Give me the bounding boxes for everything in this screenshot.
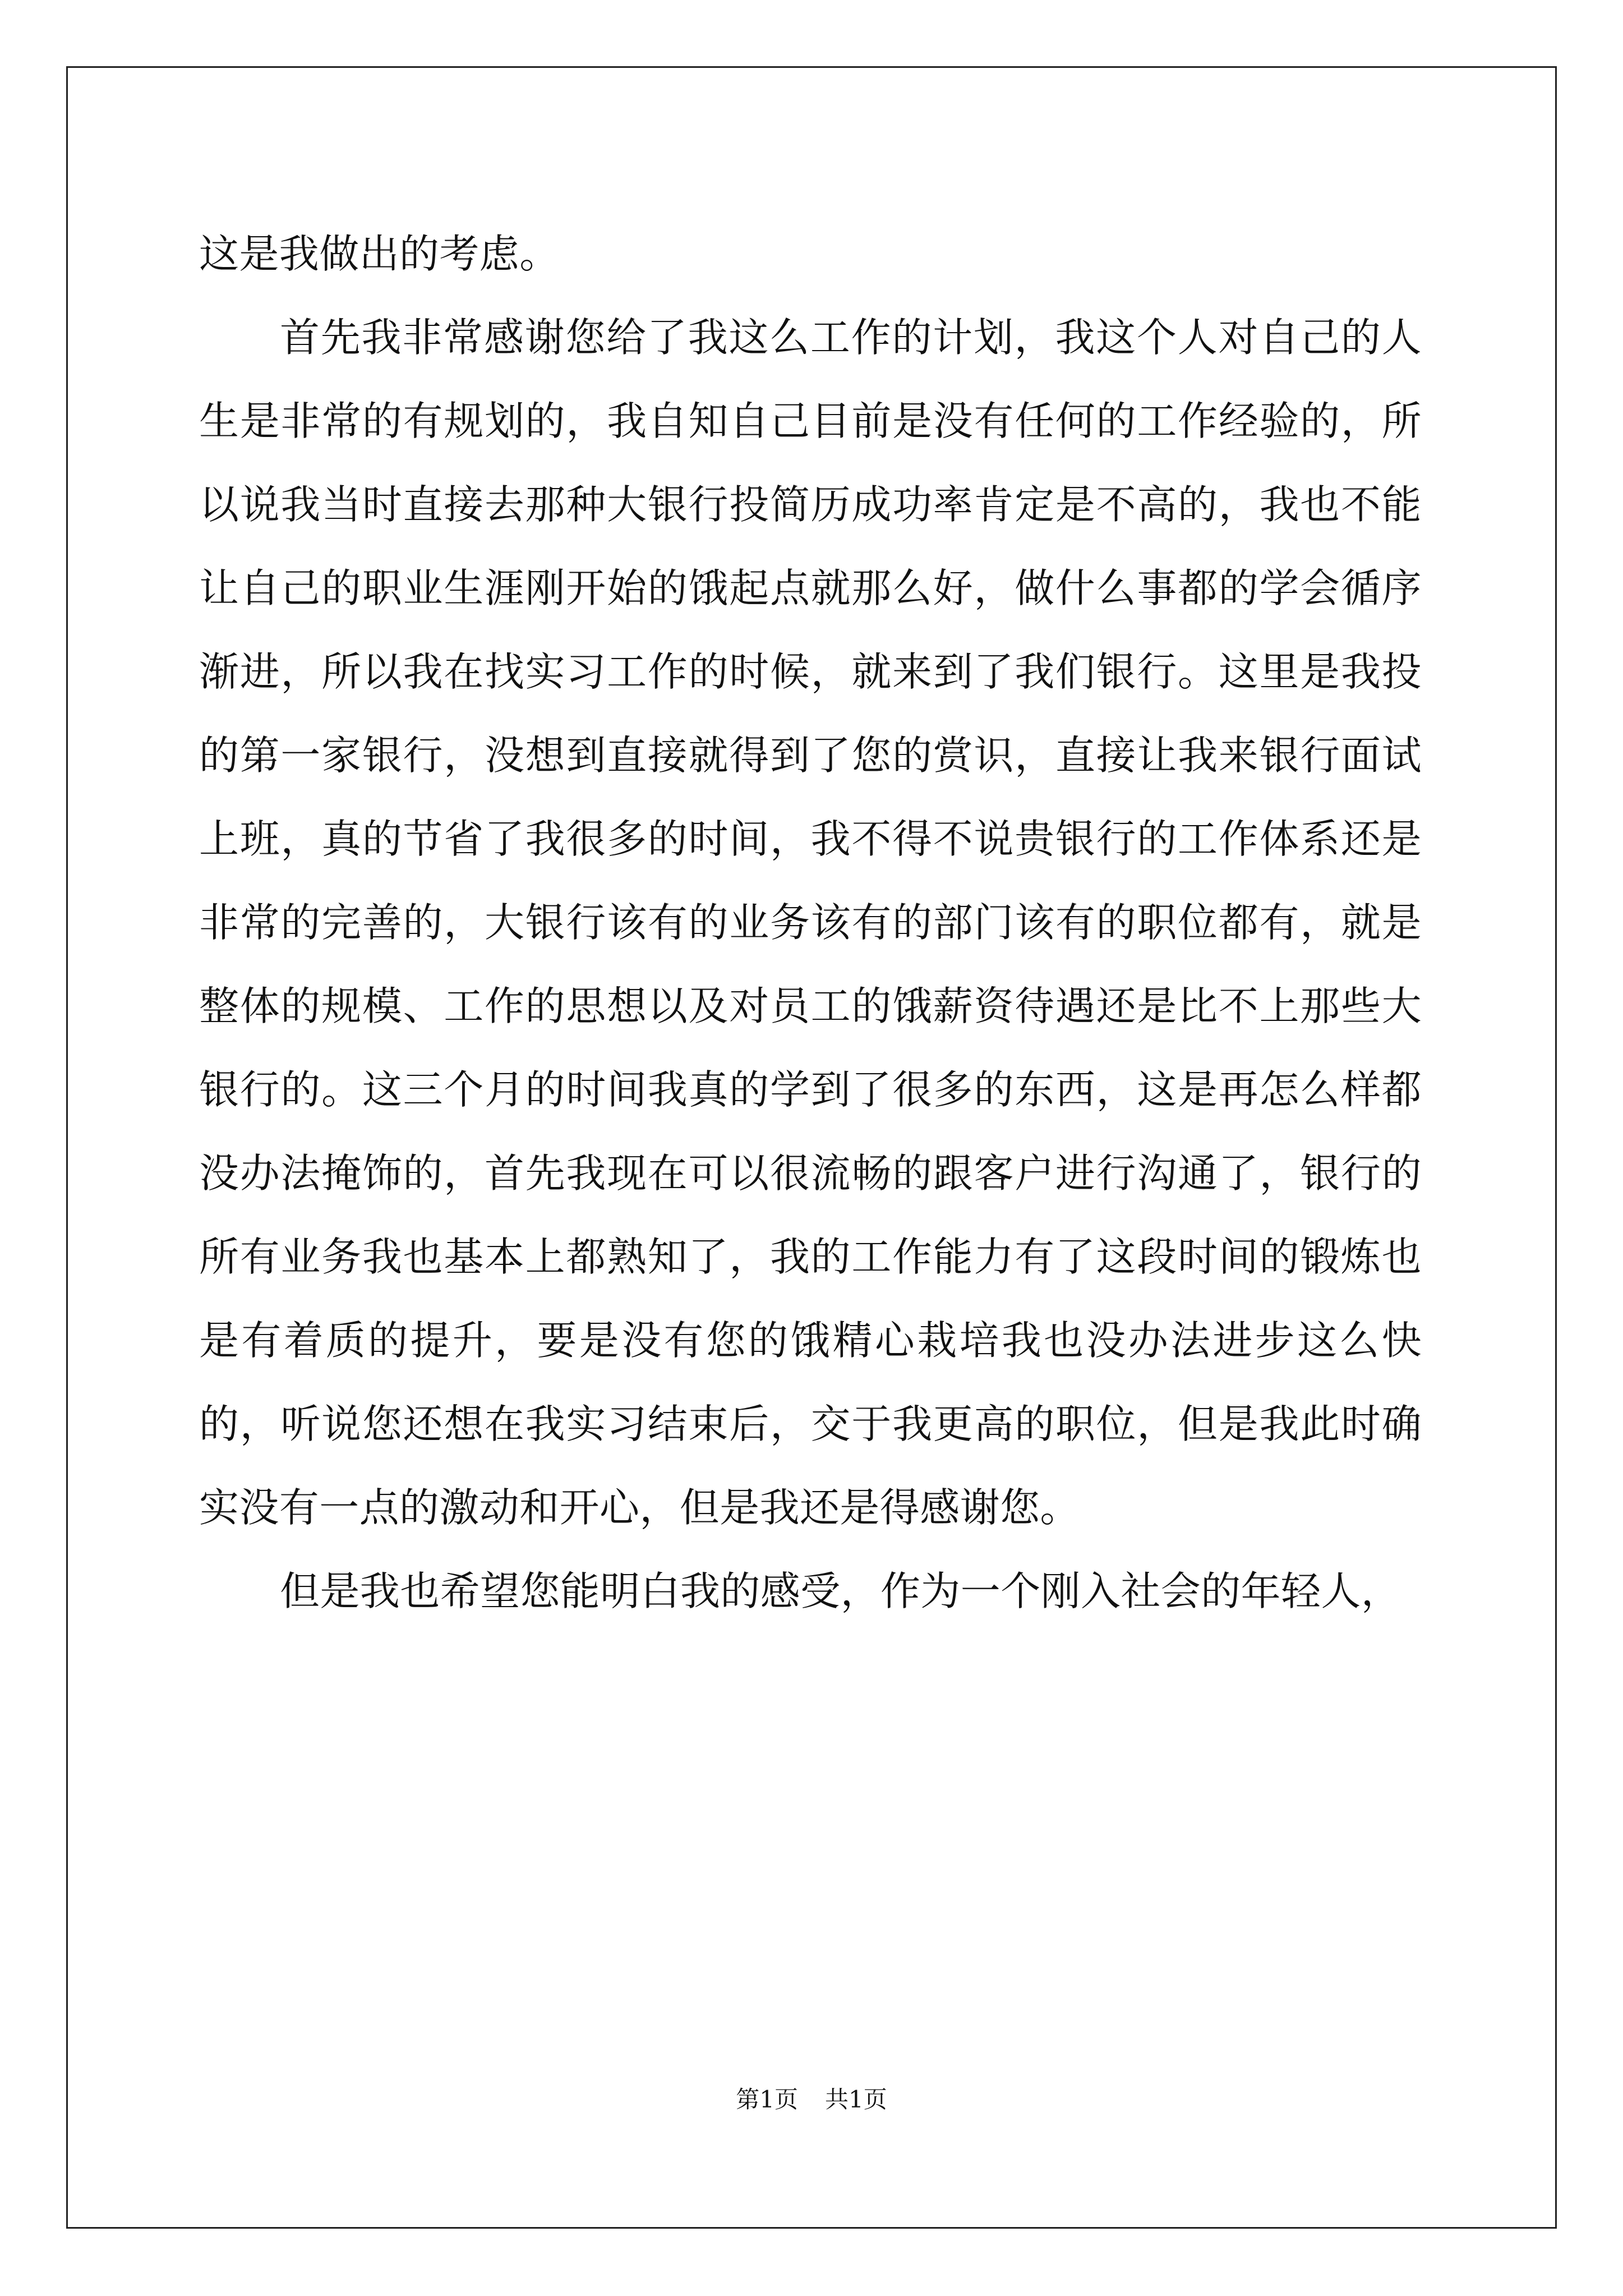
document-body (199, 212, 1422, 1633)
paragraph-2: 首先我非常感谢您给了我这么工作的计划，我这个人对自己的人生是非常的有规划的，我自知自己目前是没有任何的工作经验的，所以说我当时直接去那种大银行投简历成功率肯定是不高的，我也不能让自己的职业生涯刚开始的饿起点就那么好，做什么事都的学会循序渐进，所以我在找实习工作的时候，就来到了我们银行。这里是我投的第一家银行，没想到直接就得到了您的赏识，直接让我来银行面试上班，真的节省了我很多的时间，我不得不说贵银行的工作体系还是非常的完善的，大银行该有的业务该有的部门该有的职位都有，就是整体的规模、工作的思想以及对员工的饿薪资待遇还是比不上那些大银行的。这三个月的时间我真的学到了很多的东西，这是再怎么样都没办法掩饰的，首先我现在可以很流畅的跟客户进行沟通了，银行的所有业务我也基本上都熟知了，我的工作能力有了这段时间的锻炼也是有着质的提升，要是没有您的饿精心栽培我也没办法进步这么快的，听说您还想在我实习结束后，交于我更高的职位，但是我此时确实没有一点的激动和开心，但是我还是得感谢您。 (199, 314, 1422, 1531)
page-total: 共1页 (825, 2086, 887, 2113)
paragraph-1: 这是我做出的考虑。 (199, 231, 560, 277)
page-number: 第1页 (736, 2086, 798, 2113)
paragraph-3: 但是我也希望您能明白我的感受，作为一个刚入社会的年轻人， (280, 1568, 1401, 1614)
page-footer (0, 2081, 1623, 2115)
